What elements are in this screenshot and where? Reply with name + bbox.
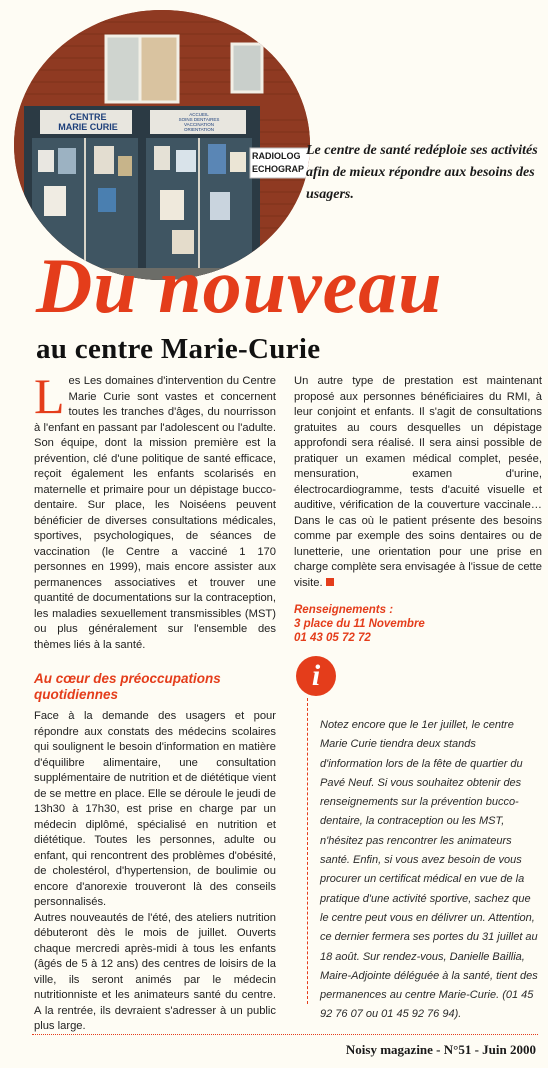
- section-paragraph-2: Autres nouveautés de l'été, des ateliers nutrition débuteront dès le mois de juillet. Ouverts chaque mercredi après-midi à tous les enfants (âgés de 5 à 12 ans) des centres de loisirs de la ville, ils seront animés par le médecin nutritionniste et les animateurs santé du centre. A la rentrée, ils devraient s'adresser à un public plus large.: [34, 911, 276, 1032]
- radiology-sign-line2: ECHOGRAP: [252, 164, 305, 174]
- article-column-right: [294, 374, 542, 645]
- section-heading: Au cœur des préoccupations quotidiennes: [34, 671, 221, 702]
- photo-caption: Le centre de santé redéploie ses activités afin de mieux répondre aux besoins des usagers.: [306, 143, 538, 202]
- services-sign-line4: ORIENTATION: [183, 127, 215, 132]
- contact-label: Renseignements :: [294, 604, 394, 616]
- contact-block: [294, 603, 542, 645]
- services-sign-line1: ACCUEIL: [189, 112, 209, 117]
- radiology-sign: [252, 150, 310, 176]
- section-paragraph-1: Face à la demande des usagers et pour répondre aux constats des médecins scolaires qui soulignent le besoin d'information en matière d'équilibre alimentaire, une consultation supplémentaire de nutrition et de diététique vient de se mettre en place. Elle se déroule le jeudi de 13h30 à 17h30, est prise en charge par un médecin diplômé, spécialisé en nutrition et diététique. Toutes les personnes, adulte ou enfant, qui rencontrent des problèmes d'obésité, de cholestérol, d'hypertension, de boulimie ou encore d'anorexie trouveront là des conseils personnalisés.: [34, 710, 276, 908]
- radiology-sign-line1: RADIOLOG: [252, 151, 301, 161]
- footer-rule: [32, 1034, 538, 1035]
- right-paragraph: [294, 374, 542, 591]
- centre-sign-line2: MARIE CURIE: [58, 122, 118, 132]
- headline: Du nouveau: [36, 242, 443, 329]
- end-mark-icon: [326, 578, 334, 586]
- services-sign-line3: VACCINATION: [183, 122, 215, 127]
- drop-cap: L: [34, 368, 65, 424]
- article-column-left: [34, 368, 276, 1035]
- intro-paragraph: [34, 368, 276, 653]
- centre-sign: [44, 112, 132, 132]
- info-icon: [296, 656, 336, 696]
- contact-address: 3 place du 11 Novembre: [294, 618, 425, 630]
- centre-sign-line1: CENTRE: [69, 112, 107, 122]
- info-box-rule: [307, 698, 308, 1004]
- contact-phone: 01 43 05 72 72: [294, 632, 371, 644]
- right-paragraph-text: Un autre type de prestation est maintenant proposé aux personnes bénéficiaires du RMI, à leur conjoint et enfants. Il s'agit de consultations gratuites au cours desquelles un dépistage approfondi sera réalisé. Il sera ainsi possible de pratiquer un examen médical complet, pesée, mensuration, examen d'urine, électrocardiogramme, tests d'acuité visuelle et auditive, vérification de la couverture vaccinale… Dans le cas où le patient présente des besoins comme par exemple des soins dentaires ou de lunetterie, une orientation pour une prise en charge complète sera envisagée à l'issue de cette visite.: [294, 375, 542, 589]
- info-icon-letter: i: [311, 659, 321, 692]
- services-sign-line2: SOINS DENTAIRES: [178, 117, 220, 122]
- centre-facade-photo: [14, 10, 310, 280]
- page-footer: Noisy magazine - N°51 - Juin 2000: [345, 1042, 536, 1057]
- info-box-text: Notez encore que le 1er juillet, le centre Marie Curie tiendra deux stands d'information lors de la fête de quartier du Pavé Neuf. Si vous souhaitez obtenir des renseignements sur la prévention bucco-dentaire, la contraception ou les MST, n'hésitez pas rencontrer les animateurs santé. Enfin, si vous avez besoin de vous procurer un certificat médical en vue de la pratique d'une activité sportive, sachez que le centre peut vous en délivrer un. Attention, ce dernier fermera ses portes du 31 juillet au 18 août. Sur rendez-vous, Danielle Baillia, Maire-Adjointe déléguée à la santé, tient des permanences au centre Marie-Curie. (01 45 92 76 07 ou 01 45 92 76 94).: [320, 719, 538, 1021]
- subheadline: au centre Marie-Curie: [36, 333, 321, 365]
- facade-illustration: [14, 10, 310, 280]
- services-sign: [154, 112, 244, 132]
- intro-text: es Les domaines d'intervention du Centre Marie Curie sont vastes et concernent toutes les tranches d'âges, du nourrisson à l'enfant en passant par l'adolescent ou l'adulte. Son équipe, dont la mission première est la prévention, clé d'une politique de santé efficace, reçoit également les enfants scolarisés en maternelle et primaire pour un dépistage bucco-dentaire. Sur place, les Noiséens peuvent bénéficier de diverses consultations médicales, sportives, psychologiques, de séances de vaccination (le Centre a vacciné 1 170 personnes en 1999), mais encore assister aux permanences associatives et trouver une quantité de documentations sur la contraception, les maladies sexuellement transmissibles (MST) ou plus généralement sur l'ensemble des thèmes liés à la santé.: [34, 375, 276, 651]
